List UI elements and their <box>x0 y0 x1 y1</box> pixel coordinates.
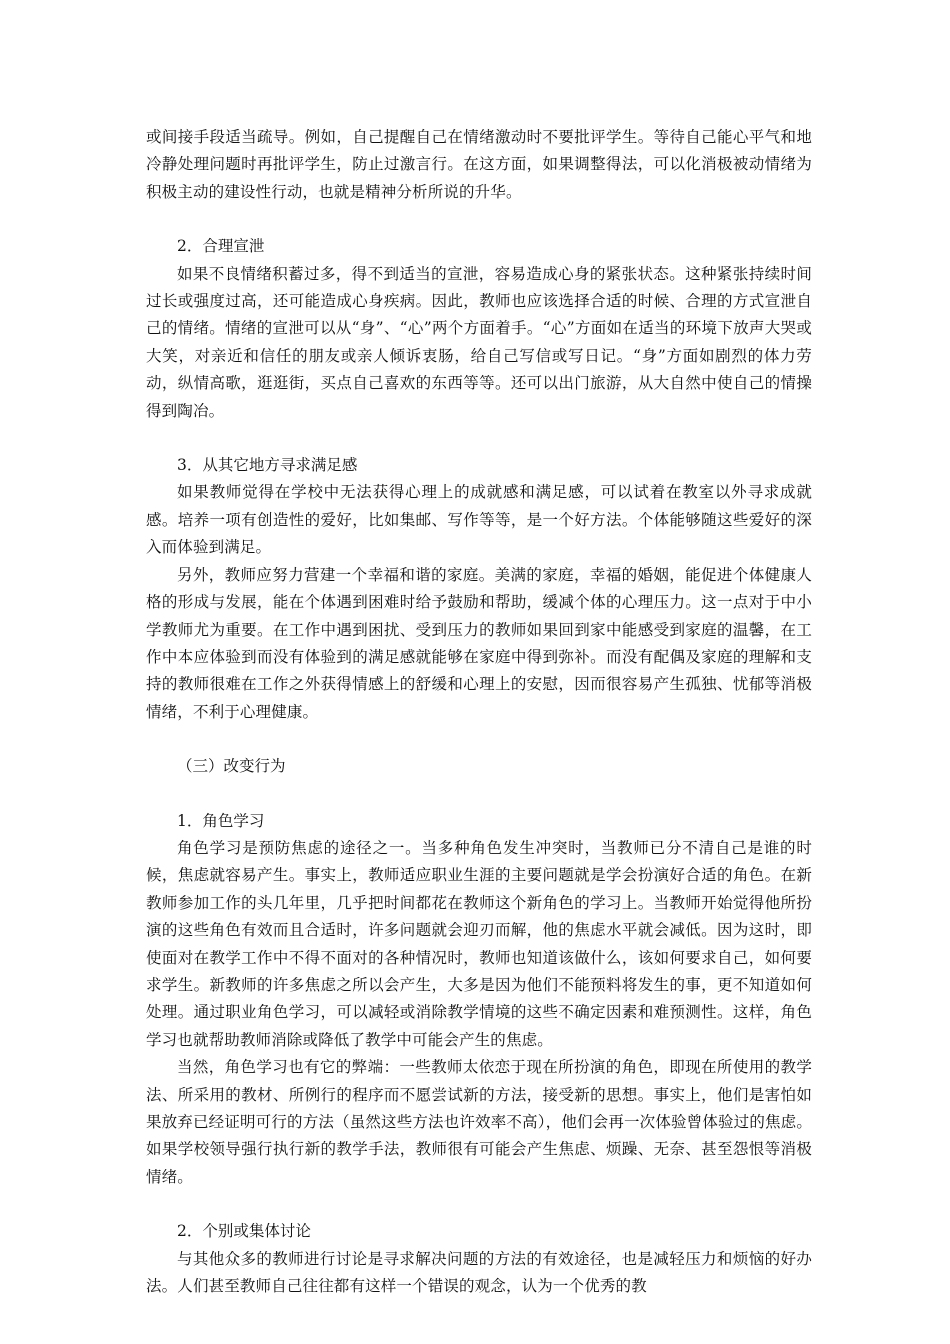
spacer <box>146 425 812 452</box>
document-page <box>146 124 812 1300</box>
paragraph-hobbies: 如果教师觉得在学校中无法获得心理上的成就感和满足感，可以试着在教室以外寻求成就感。培养一项有创造性的爱好，比如集邮、写作等等，是一个好方法。个体能够随这些爱好的深入而体验到满足。 <box>146 483 812 557</box>
paragraph-family: 另外，教师应努力营建一个幸福和谐的家庭。美满的家庭，幸福的婚姻，能促进个体健康人格的形成与发展，能在个体遇到困难时给予鼓励和帮助，缓减个体的心理压力。这一点对于中小学教师尤为重要。在工作中遇到困扰、受到压力的教师如果回到家中能感受到家庭的温馨，在工作中本应体验到而没有体验到的满足感就能够在家庭中得到弥补。而没有配偶及家庭的理解和支持的教师很难在工作之外获得情感上的舒缓和心理上的安慰，因而很容易产生孤独、忧郁等消极情绪，不利于心理健康。 <box>146 565 812 721</box>
spacer <box>146 781 812 808</box>
spacer <box>146 206 812 233</box>
paragraph-sublimation: 或间接手段适当疏导。例如，自己提醒自己在情绪激动时不要批评学生。等待自己能心平气和地冷静处理问题时再批评学生，防止过激言行。在这方面，如果调整得法，可以化消极被动情绪为积极主动的建设性行动，也就是精神分析所说的升华。 <box>146 128 812 201</box>
heading-reasonable-venting: 2．合理宣泄 <box>177 237 265 256</box>
heading-discussion: 2．个别或集体讨论 <box>177 1222 311 1241</box>
spacer <box>146 1191 812 1218</box>
heading-seek-satisfaction: 3．从其它地方寻求满足感 <box>177 456 358 475</box>
paragraph-role-drawbacks: 当然，角色学习也有它的弊端：一些教师太依恋于现在所扮演的角色，即现在所使用的教学法、所采用的教材、所例行的程序而不愿尝试新的方法，接受新的思想。事实上，他们是害怕如果放弃已经证明可行的方法（虽然这些方法也许效率不高），他们会再一次体验曾体验过的焦虑。如果学校领导强行执行新的教学手法，教师很有可能会产生焦虑、烦躁、无奈、甚至怨恨等消极情绪。 <box>146 1058 812 1186</box>
spacer <box>146 726 812 753</box>
paragraph-discussion: 与其他众多的教师进行讨论是寻求解决问题的方法的有效途径，也是减轻压力和烦恼的好办法。人们甚至教师自己往往都有这样一个错误的观念，认为一个优秀的教 <box>146 1249 812 1296</box>
heading-change-behavior: （三）改变行为 <box>177 757 286 776</box>
paragraph-venting: 如果不良情绪积蓄过多，得不到适当的宣泄，容易造成心身的紧张状态。这种紧张持续时间过长或强度过高，还可能造成心身疾病。因此，教师也应该选择合适的时候、合理的方式宣泄自己的情绪。情绪的宣泄可以从“身”、“心”两个方面着手。“心”方面如在适当的环境下放声大哭或大笑，对亲近和信任的朋友或亲人倾诉衷肠，给自己写信或写日记。“身”方面如剧烈的体力劳动，纵情高歌，逛逛街，买点自己喜欢的东西等等。还可以出门旅游，从大自然中使自己的情操得到陶冶。 <box>146 264 812 420</box>
paragraph-role-learning: 角色学习是预防焦虑的途径之一。当多种角色发生冲突时，当教师已分不清自己是谁的时候，焦虑就容易产生。事实上，教师适应职业生涯的主要问题就是学会扮演好合适的角色。在新教师参加工作的头几年里，几乎把时间都花在教师这个新角色的学习上。当教师开始觉得他所扮演的这些角色有效而且合适时，许多问题就会迎刃而解，他的焦虑水平就会减低。因为这时，即使面对在教学工作中不得不面对的各种情况时，教师也知道该做什么，该如何要求自己，如何要求学生。新教师的许多焦虑之所以会产生，大多是因为他们不能预料将发生的事，更不知道如何处理。通过职业角色学习，可以减轻或消除教学情境的这些不确定因素和难预测性。这样，角色学习也就帮助教师消除或降低了教学中可能会产生的焦虑。 <box>146 838 812 1049</box>
heading-role-learning: 1．角色学习 <box>177 811 265 830</box>
